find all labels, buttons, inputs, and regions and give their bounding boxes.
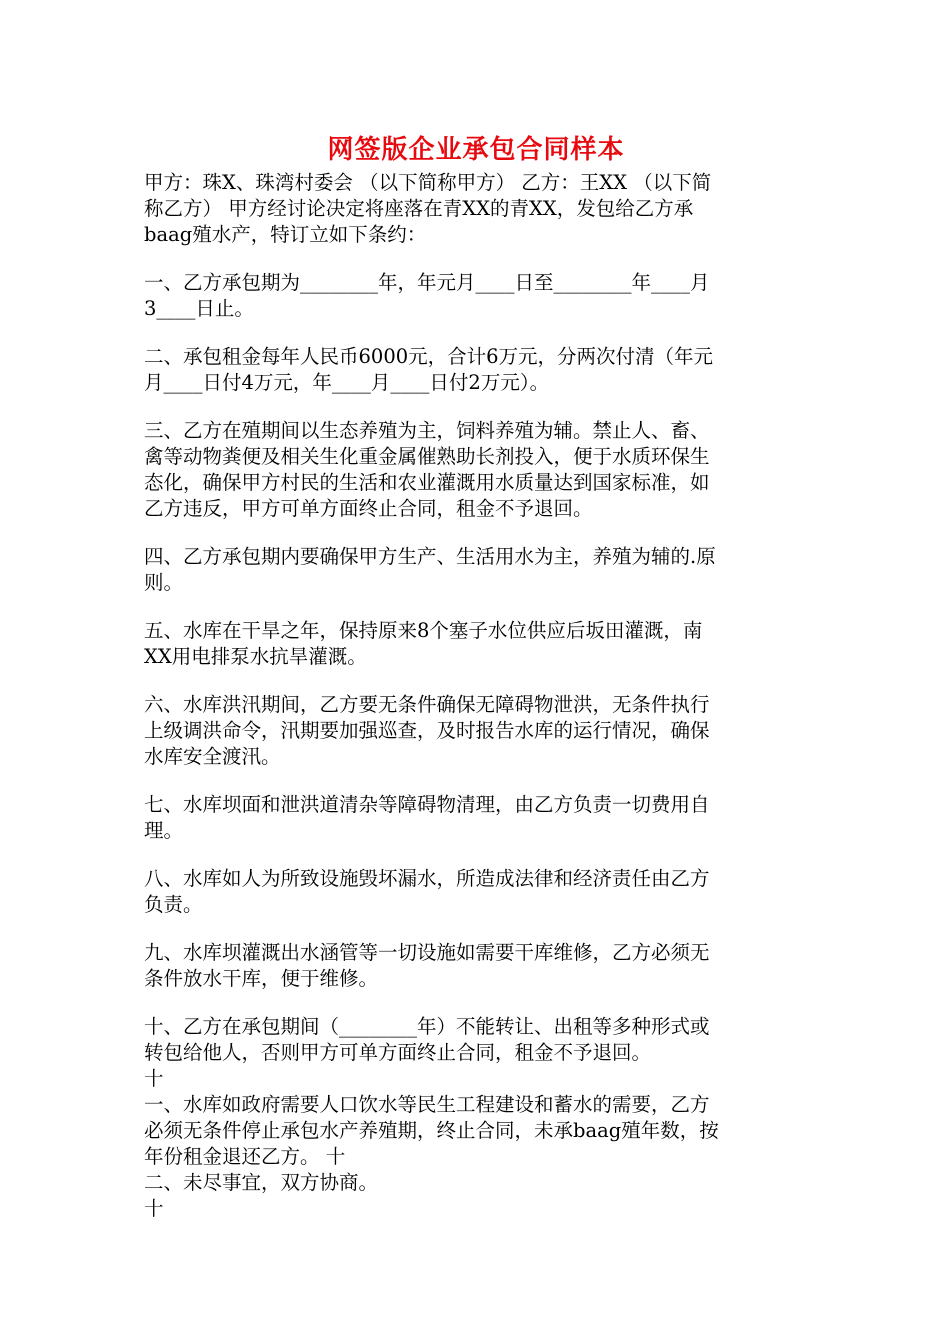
paragraph-gap — [144, 322, 808, 344]
paragraph — [144, 418, 808, 522]
text-line: 十 — [144, 1197, 164, 1220]
text-line: 二、承包租金每年人民币6000元，合计6万元，分两次付清（年元 — [144, 345, 714, 368]
text-line: 乙方违反，甲方可单方面终止合同，租金不予退回。 — [144, 497, 593, 520]
paragraph-gap — [144, 522, 808, 544]
text-line: 则。 — [144, 571, 184, 594]
paragraph-gap — [144, 844, 808, 866]
document-page — [144, 130, 808, 1222]
text-line: baag殖水产，特订立如下条约： — [144, 223, 427, 246]
text-line: 转包给他人，否则甲方可单方面终止合同，租金不予退回。 — [144, 1041, 652, 1064]
text-line: 条件放水干库，便于维修。 — [144, 967, 379, 990]
paragraph-gap — [144, 396, 808, 418]
text-line: XX用电排泵水抗旱灌溉。 — [144, 645, 367, 668]
paragraph-gap — [144, 918, 808, 940]
paragraph — [144, 1014, 808, 1222]
text-line: 甲方：珠X、珠湾村委会 （以下简称甲方） 乙方：王XX （以下简 — [144, 171, 712, 194]
document-title: 网签版企业承包合同样本 — [327, 135, 625, 165]
text-line: 九、水库坝灌溉出水涵管等一切设施如需要干库维修，乙方必须无 — [144, 941, 710, 964]
paragraph-gap — [144, 670, 808, 692]
paragraph — [144, 270, 808, 322]
paragraph — [144, 618, 808, 670]
text-line: 月____日付4万元，年____月____日付2万元）。 — [144, 371, 550, 394]
paragraph — [144, 940, 808, 992]
text-line: 年份租金退还乙方。 十 — [144, 1145, 346, 1168]
text-line: 必须无条件停止承包水产养殖期，终止合同，未承baag殖年数，按 — [144, 1119, 719, 1142]
paragraph — [144, 792, 808, 844]
paragraph-gap — [144, 596, 808, 618]
text-line: 上级调洪命令，汛期要加强巡查，及时报告水库的运行情况，确保 — [144, 719, 710, 742]
text-line: 十、乙方在承包期间（________年）不能转让、出租等多种形式或 — [144, 1015, 710, 1038]
text-line: 负责。 — [144, 893, 203, 916]
text-line: 二、未尽事宜，双方协商。 — [144, 1171, 379, 1194]
paragraph — [144, 170, 808, 248]
paragraph-gap — [144, 248, 808, 270]
text-line: 六、水库洪汛期间，乙方要无条件确保无障碍物泄洪，无条件执行 — [144, 693, 710, 716]
text-line: 理。 — [144, 819, 184, 842]
text-line: 一、水库如政府需要人口饮水等民生工程建设和蓄水的需要，乙方 — [144, 1093, 710, 1116]
paragraph-gap — [144, 992, 808, 1014]
text-line: 禽等动物粪便及相关生化重金属催熟助长剂投入，便于水质环保生 — [144, 445, 710, 468]
text-line: 态化，确保甲方村民的生活和农业灌溉用水质量达到国家标准，如 — [144, 471, 710, 494]
text-line: 水库安全渡汛。 — [144, 745, 281, 768]
paragraph-gap — [144, 770, 808, 792]
paragraph — [144, 692, 808, 770]
text-line: 称乙方） 甲方经讨论决定将座落在青XX的青XX，发包给乙方承 — [144, 197, 694, 220]
text-line: 七、水库坝面和泄洪道清杂等障碍物清理，由乙方负责一切费用自 — [144, 793, 710, 816]
paragraph — [144, 344, 808, 396]
document-body — [144, 170, 808, 1222]
text-line: 三、乙方在殖期间以生态养殖为主，饲料养殖为辅。禁止人、畜、 — [144, 419, 710, 442]
paragraph — [144, 544, 808, 596]
paragraph — [144, 866, 808, 918]
text-line: 八、水库如人为所致设施毁坏漏水，所造成法律和经济责任由乙方 — [144, 867, 710, 890]
text-line: 一、乙方承包期为________年，年元月____日至________年____月 — [144, 271, 710, 294]
text-line: 十 — [144, 1067, 164, 1090]
text-line: 四、乙方承包期内要确保甲方生产、生活用水为主，养殖为辅的.原 — [144, 545, 716, 568]
text-line: 3____日止。 — [144, 297, 254, 320]
text-line: 五、水库在干旱之年，保持原来8个塞子水位供应后坂田灌溉，南 — [144, 619, 703, 642]
